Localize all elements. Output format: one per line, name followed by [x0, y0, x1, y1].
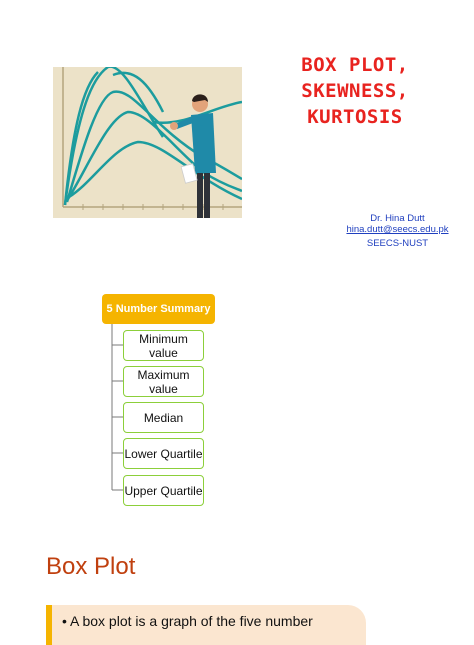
summary-item-upper-quartile: Upper Quartile: [123, 475, 204, 506]
author-email-link[interactable]: hina.dutt@seecs.edu.pk: [346, 224, 449, 235]
author-name: Dr. Hina Dutt: [370, 213, 425, 224]
title-line-2: SKEWNESS,: [301, 80, 409, 102]
bullet-text: • A box plot is a graph of the five number: [62, 613, 313, 629]
bullet-accent-bar: [46, 605, 52, 645]
summary-item-lower-quartile: Lower Quartile: [123, 438, 204, 469]
section-heading: Box Plot: [46, 553, 136, 580]
summary-item-median: Median: [123, 402, 204, 433]
author-organization: SEECS-NUST: [366, 238, 429, 249]
title-line-1: BOX PLOT,: [301, 54, 409, 76]
summary-item-minimum: Minimum value: [123, 330, 204, 361]
summary-header: 5 Number Summary: [102, 294, 215, 324]
statistics-illustration: [53, 67, 242, 218]
title-line-3: KURTOSIS: [307, 106, 403, 128]
summary-item-maximum: Maximum value: [123, 366, 204, 397]
